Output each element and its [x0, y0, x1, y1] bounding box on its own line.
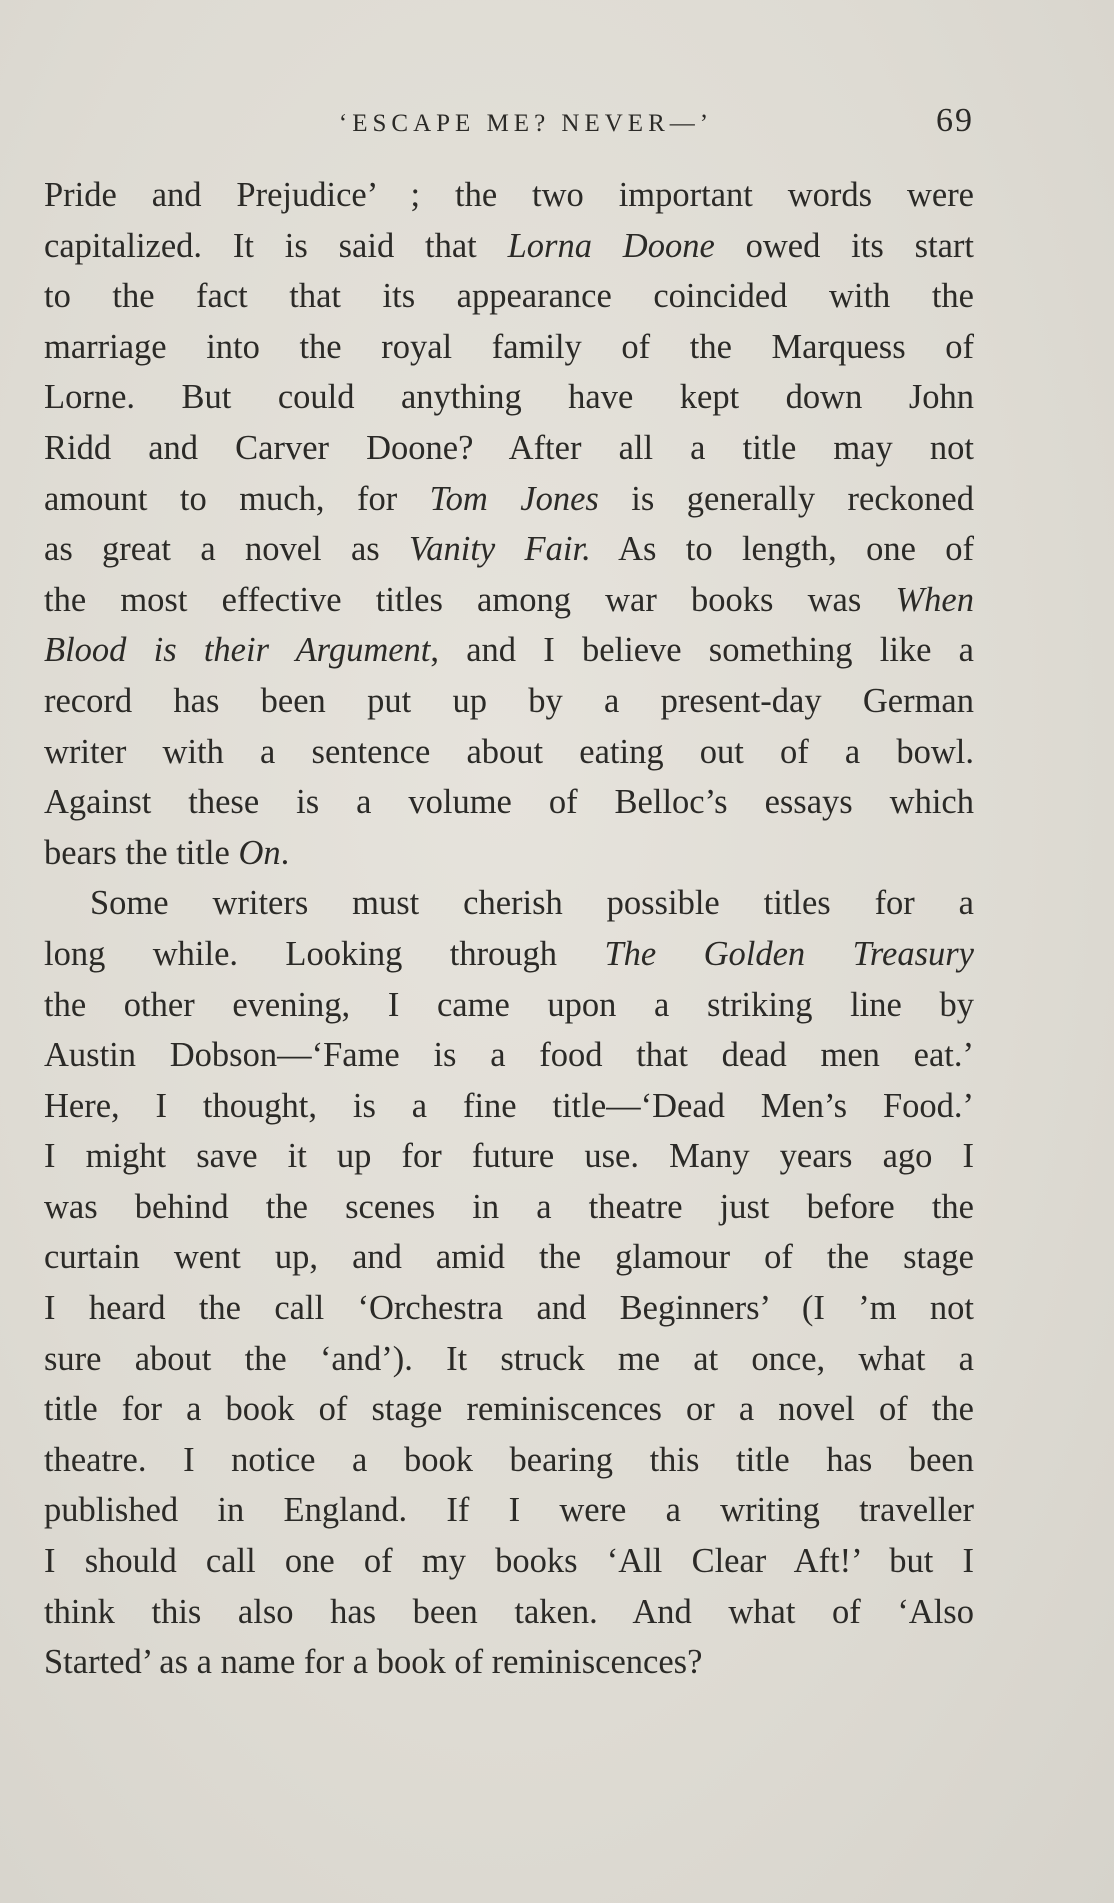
text-line	[44, 170, 974, 221]
text-run: bears the title	[44, 833, 239, 872]
text-run: Here, I thought, is a fine title—‘Dead Men’s Food.’	[44, 1086, 974, 1125]
text-run: record has been put up by a present-day German	[44, 681, 974, 720]
text-run: published in England. If I were a writing traveller	[44, 1491, 974, 1530]
italic-title: Lorna Doone	[507, 226, 715, 265]
text-run: I heard the call ‘Orchestra and Beginners’ (I ’m not	[44, 1289, 974, 1328]
text-run: sure about the ‘and’). It struck me at once, what a	[44, 1339, 974, 1378]
text-line	[44, 271, 974, 322]
text-run: theatre. I notice a book bearing this title has been	[44, 1440, 974, 1479]
text-line	[44, 1081, 974, 1132]
text-line	[44, 221, 974, 272]
text-line	[44, 1030, 974, 1081]
text-run: long while. Looking through	[44, 934, 605, 973]
text-run: Austin Dobson—‘Fame is a food that dead men eat.’	[44, 1036, 974, 1075]
text-run: .	[280, 833, 290, 872]
text-run: Started’ as a name for a book of reminiscences?	[44, 1643, 703, 1682]
text-line	[44, 1182, 974, 1233]
text-line	[44, 727, 974, 778]
text-line	[44, 980, 974, 1031]
italic-title: The Golden Treasury	[604, 934, 974, 973]
text-run: , and I believe something like a	[430, 631, 974, 670]
text-line	[44, 1384, 974, 1435]
text-line	[44, 1435, 974, 1486]
text-run: As to length, one of	[590, 530, 974, 569]
text-run: as great a novel as	[44, 530, 409, 569]
italic-title: Vanity Fair.	[409, 530, 591, 569]
text-run: Lorne. But could anything have kept down John	[44, 378, 974, 417]
text-run: is generally reckoned	[598, 479, 974, 518]
text-run: Ridd and Carver Doone? After all a title may not	[44, 428, 974, 467]
text-run: amount to much, for	[44, 479, 430, 518]
text-run: curtain went up, and amid the glamour of the stage	[44, 1238, 974, 1277]
running-head	[44, 102, 974, 146]
text-line	[44, 1637, 974, 1688]
text-line	[44, 423, 974, 474]
text-line	[44, 322, 974, 373]
text-line	[44, 676, 974, 727]
text-line	[44, 828, 974, 879]
text-line	[44, 777, 974, 828]
text-line	[44, 524, 974, 575]
text-line	[44, 1485, 974, 1536]
text-line	[44, 372, 974, 423]
text-run: the other evening, I came upon a striking line by	[44, 985, 974, 1024]
page-number: 69	[936, 102, 974, 139]
text-run: Pride and Prejudice’ ; the two important words were	[44, 176, 974, 214]
text-run: owed its start	[714, 226, 975, 265]
italic-title: Blood is their Argument	[44, 631, 431, 670]
text-run: Against these is a volume of Belloc’s essays which	[44, 783, 974, 822]
text-line	[44, 1587, 974, 1638]
italic-title: On	[238, 833, 281, 872]
text-run: Some writers must cherish possible titles for a	[90, 884, 974, 923]
text-run: I should call one of my books ‘All Clear Aft!’ but I	[44, 1542, 974, 1581]
text-line	[44, 929, 974, 980]
text-run: title for a book of stage reminiscences or a novel of the	[44, 1390, 974, 1429]
text-run: writer with a sentence about eating out of a bowl.	[44, 732, 974, 771]
text-run: capitalized. It is said that	[44, 226, 508, 265]
text-line	[44, 625, 974, 676]
text-line	[44, 1232, 974, 1283]
italic-title: When	[895, 580, 974, 619]
text-run: think this also has been taken. And what of ‘Also	[44, 1592, 974, 1631]
text-run: marriage into the royal family of the Marquess of	[44, 327, 974, 366]
text-line	[44, 1536, 974, 1587]
running-title: ‘ESCAPE ME? NEVER—’	[338, 110, 714, 137]
text-line	[44, 1283, 974, 1334]
text-run: the most effective titles among war books was	[44, 580, 896, 619]
text-line	[44, 878, 974, 929]
text-run: to the fact that its appearance coincided with the	[44, 277, 974, 316]
italic-title: Tom Jones	[429, 479, 599, 518]
text-run: was behind the scenes in a theatre just before the	[44, 1187, 974, 1226]
text-line	[44, 1334, 974, 1385]
body-text	[44, 170, 974, 1688]
text-run: I might save it up for future use. Many years ago I	[44, 1137, 974, 1176]
text-line	[44, 1131, 974, 1182]
text-line	[44, 575, 974, 626]
text-line	[44, 474, 974, 525]
